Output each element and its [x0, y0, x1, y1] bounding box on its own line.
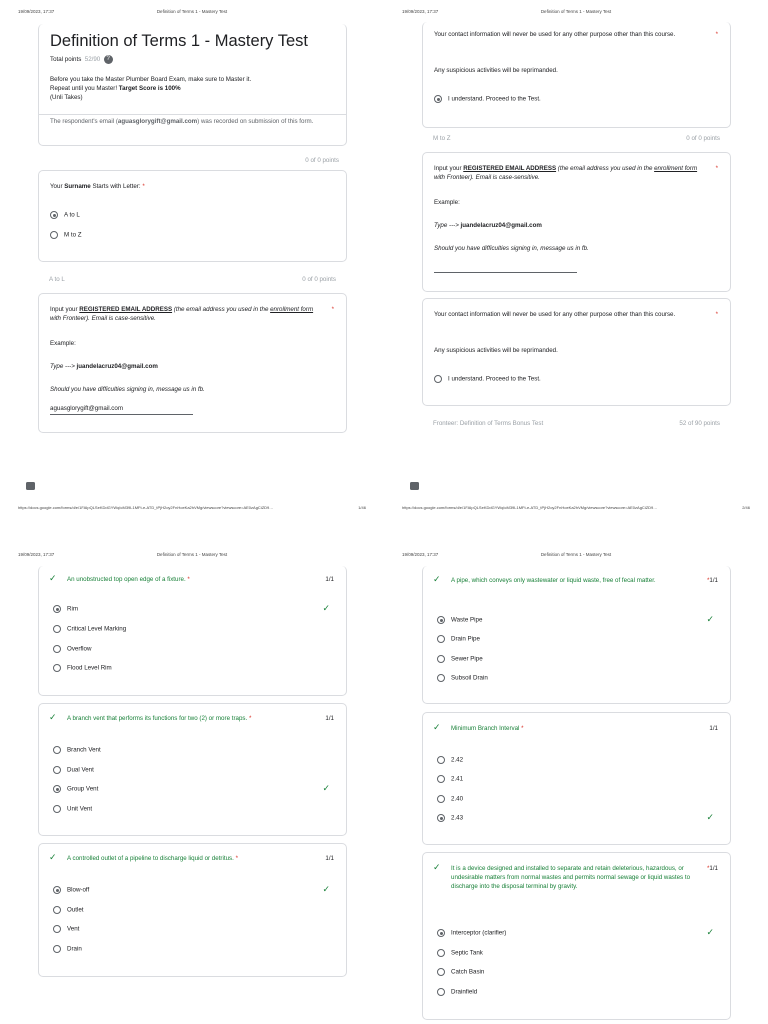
correct-check-icon: ✓: [322, 603, 330, 613]
radio-icon[interactable]: [437, 949, 445, 957]
surname-question: Your Surname Starts with Letter: *: [50, 183, 145, 190]
email-question-card: Input your REGISTERED EMAIL ADDRESS (the email address you used in the enrollment form with Fronteer). Email is case-sensitive. * Example: Type ---> juandelacruz04@gmail.com Should you have difficulties signing in, message us in fb. aguasglorygift@gmail.com: [38, 293, 347, 433]
page-2: 19/09/2023, 17:37 Definition of Terms 1 - Mastery Test Your contact information will never be used for any other purpose other than this course. * Any suspicious activities will be reprimanded. I understand. Proceed to the Test. M to Z 0 of 0 points Input your REGISTERED EMAIL ADDRESS (the email address you used in the enrollment form with Fronteer). Email is case-sensitive. * Example: Type ---> juandelacruz04@gmail.com Should you have difficulties signing in, message us in fb. Your contact information will never be used for any other purpose other than this course. * Any suspicious activities will be reprimanded. I understand. Proceed to the Test. Fronteer: Definition of Terms Bonus Test 52 of 90 points https://docs.google.com/forms/d/e/1FAIpQLSeKDdGYWqIcM39L1MFt-e-ATD_tPjH2oy2FnHoeKa2hVMg/viewscore?viewscore=AE0zAgCiZD9… 2/46: [384, 0, 768, 512]
radio-icon[interactable]: [50, 231, 58, 239]
email-recorded-note: The respondent's email (aguasglorygift@gmail.com) was recorded on submission of this form.: [50, 118, 314, 125]
page-number: 1/46: [358, 505, 366, 510]
email-question-card: Input your REGISTERED EMAIL ADDRESS (the email address you used in the enrollment form with Fronteer). Email is case-sensitive. * Example: Type ---> juandelacruz04@gmail.com Should you have difficulties signing in, message us in fb.: [422, 152, 731, 292]
print-header: 19/09/2023, 17:37 Definition of Terms 1 - Mastery Test: [402, 9, 612, 14]
understand-option[interactable]: I understand. Proceed to the Test.: [434, 375, 541, 383]
radio-icon[interactable]: [53, 925, 61, 933]
understand-option[interactable]: I understand. Proceed to the Test.: [434, 95, 541, 103]
radio-icon[interactable]: [437, 655, 445, 663]
correct-check-icon: ✓: [433, 722, 441, 732]
page-1: [0, 0, 384, 512]
empty-answer-line[interactable]: [434, 272, 577, 273]
radio-icon[interactable]: [437, 674, 445, 682]
page-3: 19/09/2023, 17:37 Definition of Terms 1 - Mastery Test ✓ An unobstructed top open edge of a fixture. * 1/1 Rim ✓ Critical Level Marking Overflow Flood Level Rim ✓ A branch vent that performs its functions for two (2) or more traps. * 1/1 Branch Vent Dual Vent Group Vent ✓ Unit Vent ✓ A controlled outlet of a pipeline to discharge liquid or detritus. * 1/1 Blow-off ✓ Outlet Vent Drain: [0, 512, 384, 1024]
radio-selected-icon[interactable]: [53, 886, 61, 894]
radio-icon[interactable]: [53, 766, 61, 774]
correct-check-icon: ✓: [706, 614, 714, 624]
radio-icon[interactable]: [53, 945, 61, 953]
form-title-card: [38, 24, 347, 146]
radio-icon[interactable]: [53, 664, 61, 672]
radio-selected-icon[interactable]: [437, 929, 445, 937]
option-a-to-l[interactable]: A to L: [50, 211, 80, 219]
radio-selected-icon[interactable]: [437, 814, 445, 822]
correct-check-icon: ✓: [49, 712, 57, 722]
print-timestamp: 19/09/2023, 17:37: [18, 9, 55, 14]
question-card-waste-pipe: ✓ A pipe, which conveys only wastewater or liquid waste, free of fecal matter. *1/1 Waste Pipe ✓ Drain Pipe Sewer Pipe Subsoil Drain: [422, 566, 731, 704]
email-question: Input your REGISTERED EMAIL ADDRESS (the email address you used in the enrollment form with Fronteer). Email is case-sensitive.: [50, 306, 314, 322]
email-answer: aguasglorygift@gmail.com: [50, 405, 123, 412]
correct-check-icon: ✓: [433, 574, 441, 584]
print-footer: [0, 492, 384, 512]
correct-check-icon: ✓: [49, 852, 57, 862]
form-intro: Before you take the Master Plumber Board Exam, make sure to Master it. Repeat until you Master! Target Score is 100% (Unli Takes): [50, 76, 252, 101]
difficulty-note: Should you have difficulties signing in, message us in fb.: [50, 386, 205, 393]
example-email: Type ---> juandelacruz04@gmail.com: [50, 363, 158, 370]
option-m-to-z[interactable]: M to Z: [50, 231, 82, 239]
radio-selected-icon[interactable]: [434, 95, 442, 103]
correct-check-icon: ✓: [706, 927, 714, 937]
contact-card: Your contact information will never be used for any other purpose other than this course. * Any suspicious activities will be reprimanded. I understand. Proceed to the Test.: [422, 22, 731, 128]
radio-icon[interactable]: [53, 906, 61, 914]
form-title: Definition of Terms 1 - Mastery Test: [50, 32, 308, 50]
correct-check-icon: ✓: [322, 783, 330, 793]
correct-check-icon: ✓: [49, 573, 57, 583]
radio-icon[interactable]: [53, 645, 61, 653]
section-label: A to L: [49, 276, 65, 283]
radio-icon[interactable]: [437, 988, 445, 996]
page-4: 19/09/2023, 17:37 Definition of Terms 1 - Mastery Test ✓ A pipe, which conveys only wastewater or liquid waste, free of fecal matter. *1/1 Waste Pipe ✓ Drain Pipe Sewer Pipe Subsoil Drain ✓ Minimum Branch Interval * 1/1 2.42 2.41 2.40 2.43 ✓ ✓ It is a device designed and installed to separate and retain deleterious, hazardous, or undesirable matters from normal wastes and permits normal sewage or liquid wastes to discharge into the disposal terminal by gravity. *1/1 Interceptor (clarifier) ✓ Septic Tank Catch Basin Drainfield: [384, 512, 768, 1024]
radio-icon[interactable]: [437, 968, 445, 976]
question-card-blow-off: ✓ A controlled outlet of a pipeline to discharge liquid or detritus. * 1/1 Blow-off ✓ Outlet Vent Drain: [38, 843, 347, 977]
total-points: Total points 52/90 ?: [50, 55, 113, 64]
radio-icon[interactable]: [53, 746, 61, 754]
radio-selected-icon[interactable]: [53, 785, 61, 793]
section-points: 0 of 0 points: [302, 276, 336, 283]
correct-check-icon: ✓: [433, 862, 441, 872]
radio-selected-icon[interactable]: [50, 211, 58, 219]
radio-icon[interactable]: [437, 775, 445, 783]
question-card-branch-interval: ✓ Minimum Branch Interval * 1/1 2.42 2.41 2.40 2.43 ✓: [422, 712, 731, 845]
radio-selected-icon[interactable]: [53, 605, 61, 613]
surname-question-card: [38, 170, 347, 262]
correct-check-icon: ✓: [706, 812, 714, 822]
question-card-rim: ✓ An unobstructed top open edge of a fixture. * 1/1 Rim ✓ Critical Level Marking Overflow Flood Level Rim: [38, 566, 347, 696]
question-card-group-vent: ✓ A branch vent that performs its functions for two (2) or more traps. * 1/1 Branch Vent Dual Vent Group Vent ✓ Unit Vent: [38, 703, 347, 836]
contact-card: Your contact information will never be used for any other purpose other than this course. * Any suspicious activities will be reprimanded. I understand. Proceed to the Test.: [422, 298, 731, 406]
radio-selected-icon[interactable]: [437, 616, 445, 624]
print-title: Definition of Terms 1 - Mastery Test: [156, 9, 228, 14]
radio-icon[interactable]: [437, 795, 445, 803]
help-icon[interactable]: ?: [104, 55, 113, 64]
question-card-interceptor: ✓ It is a device designed and installed to separate and retain deleterious, hazardous, or undesirable matters from normal wastes and permits normal sewage or liquid wastes to discharge into the disposal terminal by gravity. *1/1 Interceptor (clarifier) ✓ Septic Tank Catch Basin Drainfield: [422, 852, 731, 1020]
print-header: [0, 9, 384, 17]
print-url: https://docs.google.com/forms/d/e/1FAIpQLSeKDdGYWqIcM39L1MFt-e-ATD_tPjH2oy2FnHoeKa2hVMg/viewscore?viewscore=AE0zAgCiZD9…: [18, 505, 274, 510]
correct-check-icon: ✓: [322, 884, 330, 894]
radio-icon[interactable]: [434, 375, 442, 383]
radio-icon[interactable]: [53, 805, 61, 813]
radio-icon[interactable]: [53, 625, 61, 633]
section-points: 0 of 0 points: [305, 157, 339, 164]
feedback-icon[interactable]: [410, 482, 419, 490]
radio-icon[interactable]: [437, 756, 445, 764]
radio-icon[interactable]: [437, 635, 445, 643]
feedback-icon[interactable]: [26, 482, 35, 490]
